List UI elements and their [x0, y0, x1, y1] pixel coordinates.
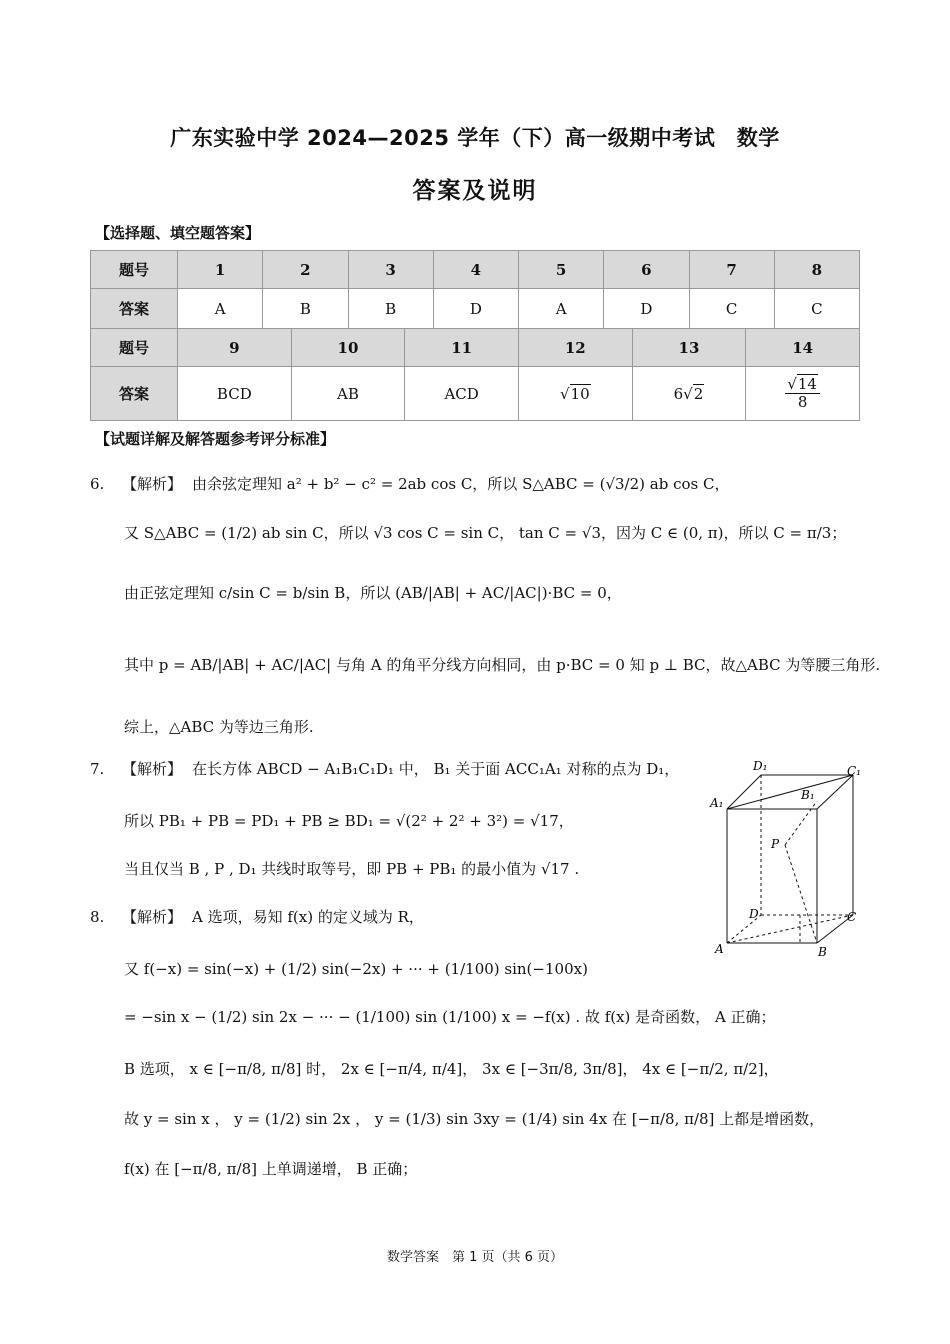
solution-line: 又 S△ABC = (1/2) ab sin C，所以 √3 cos C = sin C， tan C = √3，因为 C ∈ (0, π)，所以 C = π/3；: [124, 524, 847, 542]
solution-line: 其中 p = AB/|AB| + AC/|AC| 与角 A 的角平分线方向相同，由 p·BC = 0 知 p ⊥ BC，故△ABC 为等腰三角形.: [124, 656, 881, 674]
radicand: 14: [797, 375, 817, 393]
answer-cell: ACD: [405, 367, 519, 421]
question-number: 14: [746, 329, 860, 367]
solution-line: 由正弦定理知 c/sin C = b/sin B，所以 (AB/|AB| + AC/|AC|)·BC = 0，: [124, 584, 622, 602]
table-row-label: 答案: [91, 367, 178, 421]
page-subtitle: 答案及说明: [412, 178, 538, 204]
question-number: 6.: [90, 475, 105, 493]
solution-line: 又 f(−x) = sin(−x) + (1/2) sin(−2x) + ··· + (1/100) sin(−100x): [124, 960, 588, 978]
vertex-label: D: [749, 907, 759, 921]
question-number: 11: [405, 329, 519, 367]
answer-cell-sqrt: √10: [518, 367, 632, 421]
answer-table-2: [90, 328, 860, 421]
table-row-label: 答案: [91, 289, 178, 329]
question-number: 2: [263, 251, 348, 289]
answer-cell: AB: [291, 367, 405, 421]
answer-cell-fraction: [746, 367, 860, 421]
vertex-label: D₁: [753, 759, 768, 773]
question-number: 7: [689, 251, 774, 289]
vertex-label: C₁: [847, 764, 861, 778]
edge: [727, 775, 853, 809]
cuboid-figure: [705, 755, 865, 960]
vertex-label: C: [847, 910, 857, 924]
coefficient: 6: [673, 384, 684, 403]
table-header-label: 题号: [91, 329, 178, 367]
question-number: 10: [291, 329, 405, 367]
answer-cell: D: [433, 289, 518, 329]
question-number: 12: [518, 329, 632, 367]
section-heading-answers: 【选择题、填空题答案】: [95, 224, 261, 242]
solution-line: f(x) 在 [−π/8, π/8] 上单调递增， B 正确；: [124, 1160, 418, 1178]
segment-pb1: [785, 801, 817, 845]
answer-cell-sqrt: 6√2: [632, 367, 746, 421]
analysis-tag: 【解析】: [122, 760, 183, 778]
vertex-label: B₁: [801, 788, 815, 802]
radicand: 10: [570, 384, 590, 403]
fraction: $\frac{√14}{8}$: [785, 376, 820, 411]
solution-line: A 选项，易知 f(x) 的定义域为 R，: [192, 908, 424, 926]
question-number: 5: [519, 251, 604, 289]
question-number: 7.: [90, 760, 105, 778]
solution-line: 综上，△ABC 为等边三角形.: [124, 718, 314, 736]
solution-line: = −sin x − (1/2) sin 2x − ··· − (1/100) sin (1/100) x = −f(x) . 故 f(x) 是奇函数， A 正确；: [124, 1008, 776, 1026]
answer-table-1: [90, 250, 860, 329]
denominator: 8: [797, 393, 808, 411]
answer-cell: C: [774, 289, 859, 329]
solution-line: 故 y = sin x ， y = (1/2) sin 2x ， y = (1/3) sin 3xy = (1/4) sin 4x 在 [−π/8, π/8] 上都是增函数，: [124, 1110, 825, 1128]
section-heading-solutions: 【试题详解及解答题参考评分标准】: [95, 430, 336, 448]
solution-line: 在长方体 ABCD − A₁B₁C₁D₁ 中， B₁ 关于面 ACC₁A₁ 对称的点为 D₁，: [192, 760, 680, 778]
answer-cell: B: [348, 289, 433, 329]
hidden-edge: [727, 915, 853, 943]
solution-line: 由余弦定理知 a² + b² − c² = 2ab cos C，所以 S△ABC = (√3/2) ab cos C，: [192, 475, 730, 493]
question-number: 6: [604, 251, 689, 289]
radicand: 2: [693, 384, 704, 403]
vertex-label: A₁: [710, 796, 724, 810]
table-header-label: 题号: [91, 251, 178, 289]
solution-line: B 选项， x ∈ [−π/8, π/8] 时， 2x ∈ [−π/4, π/4]， 3x ∈ [−3π/8, 3π/8]， 4x ∈ [−π/2, π/2]，: [124, 1060, 779, 1078]
answer-cell: BCD: [178, 367, 292, 421]
analysis-tag: 【解析】: [122, 475, 183, 493]
vertex-label: B: [818, 945, 827, 959]
answer-cell: C: [689, 289, 774, 329]
question-number: 13: [632, 329, 746, 367]
answer-cell: B: [263, 289, 348, 329]
vertex-label: A: [715, 942, 724, 956]
analysis-tag: 【解析】: [122, 908, 183, 926]
answer-cell: A: [519, 289, 604, 329]
question-number: 9: [178, 329, 292, 367]
answer-cell: D: [604, 289, 689, 329]
page-title: 广东实验中学 2024—2025 学年（下）高一级期中考试 数学: [170, 126, 780, 150]
solution-line: 当且仅当 B , P , D₁ 共线时取等号，即 PB + PB₁ 的最小值为 √17 .: [124, 860, 580, 878]
answer-cell: A: [178, 289, 263, 329]
segment-pb: [785, 845, 817, 943]
question-number: 8.: [90, 908, 105, 926]
solution-line: 所以 PB₁ + PB = PD₁ + PB ≥ BD₁ = √(2² + 2² + 3²) = √17，: [124, 812, 574, 830]
vertex-label: P: [771, 837, 780, 851]
question-number: 3: [348, 251, 433, 289]
question-number: 1: [178, 251, 263, 289]
question-number: 4: [433, 251, 518, 289]
page-footer: 数学答案 第 1 页（共 6 页）: [386, 1250, 564, 1265]
question-number: 8: [774, 251, 859, 289]
